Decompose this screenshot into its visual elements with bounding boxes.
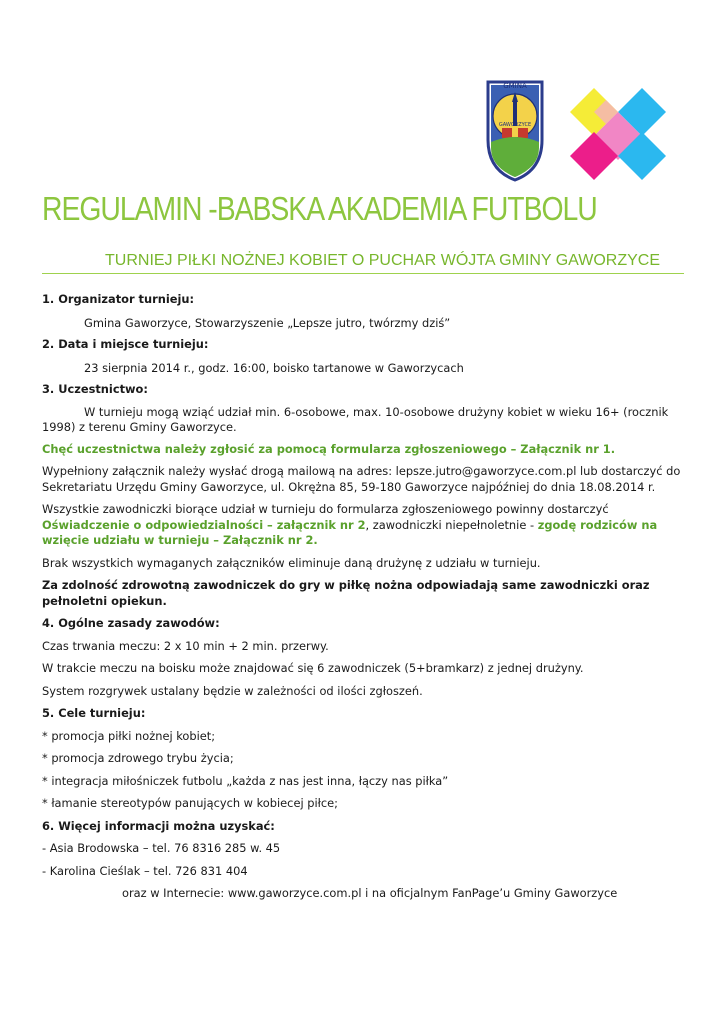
section-4-heading: 4. Ogólne zasady zawodów: xyxy=(42,616,220,630)
document-body xyxy=(42,292,692,902)
goal-item: * promocja piłki nożnej kobiet; xyxy=(42,728,216,743)
section-3-application: Chęć uczestnictwa należy zgłosić za pomocą formularza zgłoszeniowego – Załącznik nr 1. xyxy=(42,441,616,456)
section-4-line-2: W trakcie meczu na boisku może znajdować się 6 zawodniczek (5+bramkarz) z jednej drużyny. xyxy=(42,661,584,675)
section-6-internet: oraz w Internecie: www.gaworzyce.com.pl i na oficjalnym FanPage’u Gminy Gaworzyce xyxy=(122,886,618,900)
section-4-line-1: Czas trwania meczu: 2 x 10 min + 2 min. przerwy. xyxy=(42,638,329,653)
section-1-heading: 1. Organizator turnieju: xyxy=(42,292,195,306)
document-title: REGULAMIN -BABSKA AKADEMIA FUTBOLU xyxy=(42,190,597,227)
contact-item: - Karolina Cieślak – tel. 726 831 404 xyxy=(42,863,248,878)
crest-text-top: GMINA xyxy=(503,82,527,90)
section-3-health: Za zdolność zdrowotną zawodniczek do gry w piłkę nożna odpowiadają same zawodniczki oraz pełnoletni opiekun. xyxy=(42,578,650,608)
section-6-heading: 6. Więcej informacji można uzyskać: xyxy=(42,818,275,833)
requirements-part-1: Wszystkie zawodniczki biorące udział w turnieju do formularza zgłoszeniowego powinny dostarczyć xyxy=(42,502,609,516)
section-3-requirements xyxy=(42,502,692,549)
crest-text-bottom: GAWORZYCE xyxy=(498,122,532,128)
section-5-heading: 5. Cele turnieju: xyxy=(42,706,146,720)
section-3-elimination: Brak wszystkich wymaganych załączników eliminuje daną drużynę z udziału w turnieju. xyxy=(42,555,541,570)
logos xyxy=(470,70,690,190)
subtitle-divider xyxy=(42,273,684,274)
section-1-text: Gmina Gaworzyce, Stowarzyszenie „Lepsze jutro, twórzmy dziś” xyxy=(84,315,451,330)
section-2-text: 23 sierpnia 2014 r., godz. 16:00, boisko tartanowe w Gaworzycach xyxy=(84,360,464,375)
goal-item: * integracja miłośniczek futbolu „każda z nas jest inna, łączy nas piłka” xyxy=(42,773,449,788)
goal-item: * łamanie stereotypów panujących w kobiecej piłce; xyxy=(42,796,338,810)
contact-item: - Asia Brodowska – tel. 76 8316 285 w. 45 xyxy=(42,841,281,855)
section-4-line-3: System rozgrywek ustalany będzie w zależności od ilości zgłoszeń. xyxy=(42,683,423,698)
requirements-part-3: , zawodniczki niepełnoletnie - xyxy=(365,517,538,532)
section-3-text: W turnieju mogą wziąć udział min. 6-osobowe, max. 10-osobowe drużyny kobiet w wieku 16+ (rocznik 1998) z terenu Gminy Gaworzyce. xyxy=(42,404,669,434)
goal-item: * promocja zdrowego trybu życia; xyxy=(42,751,234,765)
document-subtitle: TURNIEJ PIŁKI NOŻNEJ KOBIET O PUCHAR WÓJTA GMINY GAWORZYCE xyxy=(105,252,661,269)
section-3-heading: 3. Uczestnictwo: xyxy=(42,382,148,396)
requirements-part-4: zgodę rodziców na wzięcie udziału w turnieju – Załącznik nr 2. xyxy=(42,517,658,547)
requirements-part-2: Oświadczenie o odpowiedzialności – załącznik nr 2 xyxy=(42,517,366,532)
section-3-mail-instructions: Wypełniony załącznik należy wysłać drogą mailową na adres: lepsze.jutro@gaworzyce.com.pl lub dostarczyć do Sekretariatu Urzędu Gminy Gaworzyce, ul. Okrężna 85, 59-180 Gaworzyce najpóźniej do dnia 18.08.2014 r. xyxy=(42,464,681,494)
gmina-crest-logo xyxy=(482,78,548,182)
section-2-heading: 2. Data i miejsce turnieju: xyxy=(42,337,209,351)
stowarzyszenie-diamond-logo xyxy=(570,88,666,180)
